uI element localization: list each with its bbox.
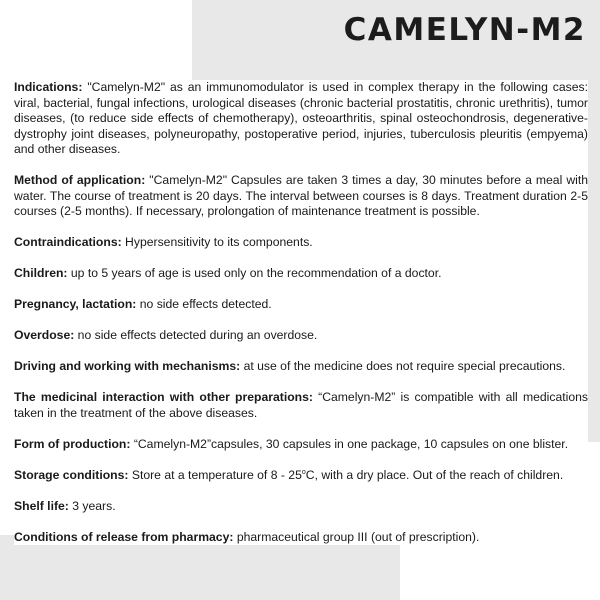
section-text: up to 5 years of age is used only on the recommendation of a doctor. xyxy=(67,266,442,280)
section-label: The medicinal interaction with other preparations: xyxy=(14,390,313,404)
section-method-of-application xyxy=(14,173,588,220)
section-contraindications xyxy=(14,235,588,251)
section-text: “Camelyn-M2”capsules, 30 capsules in one package, 10 capsules on one blister. xyxy=(130,436,569,451)
section-text: pharmaceutical group III (out of prescription). xyxy=(233,529,480,544)
section-label: Conditions of release from pharmacy: xyxy=(14,529,234,544)
section-storage-conditions xyxy=(14,468,588,484)
product-title: CAMELYN-M2 xyxy=(343,12,586,48)
leaflet-content xyxy=(14,80,588,545)
section-label: Pregnancy, lactation: xyxy=(14,297,137,311)
section-text: "Camelyn-M2" as an immunomodulator is used in complex therapy in the following cases: viral, bacterial, fungal infections, urological diseases (chronic bacterial prostatitis, chronic urethritis), tumor diseases, (to reduce side effects of chemotherapy), osteoarthritis, spinal osteochondrosis, degenerative-dystrophy joint diseases, polyneuropathy, postoperative period, injuries, tuberculosis pleuritis (empyema) and other diseases. xyxy=(14,80,588,156)
section-driving xyxy=(14,359,588,375)
section-label: Indications: xyxy=(14,80,83,94)
section-label: Overdose: xyxy=(14,328,75,342)
section-label: Method of application: xyxy=(14,173,146,187)
section-children xyxy=(14,266,588,282)
section-text: 3 years. xyxy=(68,498,116,513)
degree-superscript: o xyxy=(301,468,306,476)
section-text: "Camelyn-M2" Capsules are taken 3 times a day, 30 minutes before a meal with water. The course of treatment is 20 days. The interval between courses is 8 days. Treatment duration 2-5 courses (2-5 months). If necessary, prolongation of maintenance treatment is possible. xyxy=(14,173,588,218)
section-text: no side effects detected. xyxy=(136,297,272,311)
section-text: at use of the medicine does not require special precautions. xyxy=(240,359,566,373)
section-interaction xyxy=(14,390,588,421)
section-text: Store at a temperature of 8 - 25 xyxy=(128,467,302,482)
section-label: Contraindications: xyxy=(14,235,122,249)
section-pregnancy xyxy=(14,297,588,313)
section-text: Hypersensitivity to its components. xyxy=(121,235,313,249)
section-text-continued: C, with a dry place. Out of the reach of children. xyxy=(305,467,564,482)
section-label: Children: xyxy=(14,266,68,280)
section-overdose xyxy=(14,328,588,344)
section-indications xyxy=(14,80,588,158)
section-release-conditions xyxy=(14,530,588,546)
section-form-of-production xyxy=(14,437,588,453)
section-label: Form of production: xyxy=(14,436,131,451)
section-shelf-life xyxy=(14,499,588,515)
section-text: “Camelyn-M2” is compatible with all medications taken in the treatment of the above diseases. xyxy=(14,390,588,420)
section-label: Shelf life: xyxy=(14,498,69,513)
section-label: Storage conditions: xyxy=(14,467,129,482)
section-text: no side effects detected during an overdose. xyxy=(74,328,318,342)
section-label: Driving and working with mechanisms: xyxy=(14,359,241,373)
